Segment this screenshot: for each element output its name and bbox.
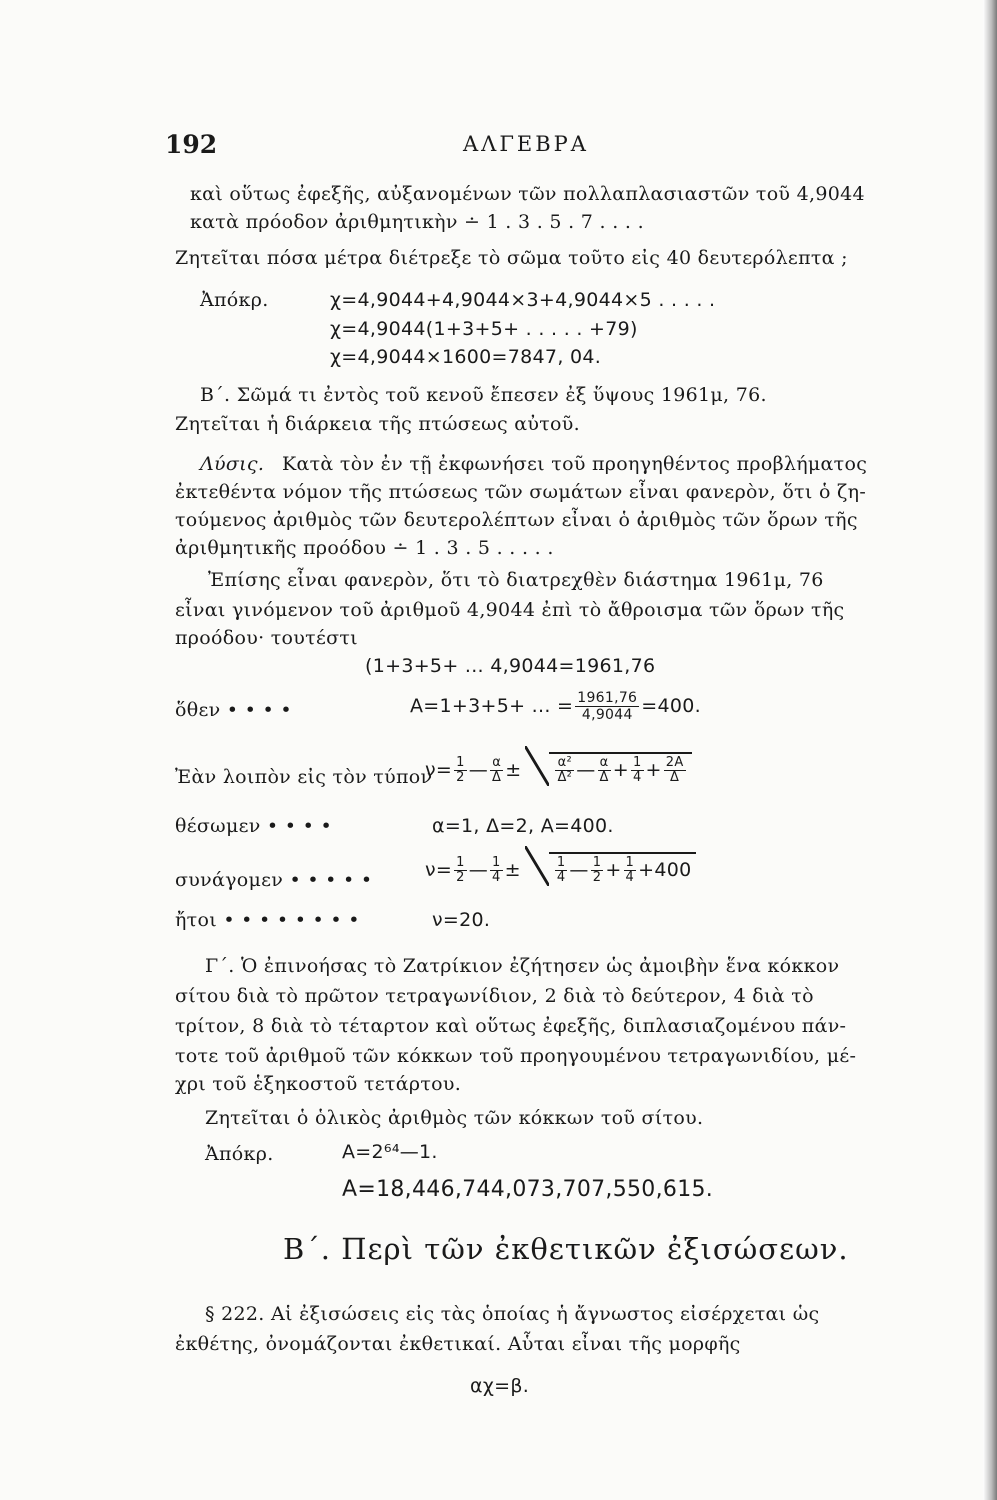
answer-label: Ἀπόκρ.: [200, 289, 269, 311]
fraction: [555, 856, 568, 885]
section-title: Β΄. Περὶ τῶν ἐκθετικῶν ἐξισώσεων.: [283, 1232, 849, 1266]
plus-sign: +: [612, 759, 629, 781]
fraction-numerator: α: [598, 756, 611, 771]
equation-A: [410, 690, 860, 723]
fraction-numerator: α²: [555, 756, 574, 771]
text-line: τούμενος ἀριθμὸς τῶν δευτερολέπτων εἶναι ὁ ἀριθμὸς τῶν ὅρων τῆς: [175, 509, 858, 531]
page-number: 192: [165, 130, 218, 159]
running-title: ΑΛΓΕΒΡΑ: [463, 132, 589, 156]
text-line: Ζητεῖται πόσα μέτρα διέτρεξε τὸ σῶμα τοῦτο εἰς 40 δευτερόλεπτα ;: [175, 247, 848, 269]
equation: α=1, Δ=2, Α=400.: [432, 815, 614, 837]
fraction-denominator: 2: [456, 770, 465, 785]
fraction: [490, 756, 503, 785]
text-line: ἐκτεθέντα νόμον τῆς πτώσεως τῶν σωμάτων εἶναι φανερὸν, ὅτι ὁ ζη-: [175, 481, 867, 503]
minus-sign: —: [576, 759, 596, 781]
plus-minus-sign: ±: [505, 759, 522, 781]
text-line: εἶναι γινόμενον τοῦ ἀριθμοῦ 4,9044 ἐπὶ τὸ ἄθροισμα τῶν ὅρων τῆς: [175, 599, 845, 621]
equation: χ=4,9044(1+3+5+ . . . . . +79): [330, 318, 638, 340]
fraction-denominator: 4: [632, 770, 642, 785]
equation: χ=4,9044×1600=7847, 04.: [330, 346, 602, 368]
paragraph-line: ἐκθέτης, ὀνομάζονται ἐκθετικαί. Αὗται εἶναι τῆς μορφῆς: [175, 1333, 741, 1355]
fraction-numerator: 1: [632, 755, 642, 770]
fraction-numerator: 1: [456, 855, 465, 870]
fraction-denominator: 4: [556, 870, 566, 885]
fraction: [454, 856, 467, 885]
equation: ν=20.: [432, 909, 491, 931]
fraction-numerator: 1: [592, 855, 602, 870]
fraction-denominator: 4: [625, 870, 635, 885]
text-line: σίτου διὰ τὸ πρῶτον τετραγωνίδιον, 2 διὰ τὸ δεύτερον, 4 διὰ τὸ: [175, 985, 814, 1007]
set-label: θέσωμεν • • • •: [175, 815, 332, 837]
fraction: [490, 856, 503, 885]
fraction: [575, 690, 639, 723]
thence-label: ὅθεν • • • •: [175, 699, 292, 721]
problem-heading: Β΄. Σῶμά τι ἐντὸς τοῦ κενοῦ ἔπεσεν ἐξ ὕψους 1961μ, 76.: [200, 384, 767, 406]
fraction-denominator: Δ: [599, 770, 609, 785]
deduce-label: συνάγομεν • • • • •: [175, 869, 373, 891]
fraction-denominator: 4: [492, 870, 501, 885]
text-line: καὶ οὕτως ἐφεξῆς, αὐξανομένων τῶν πολλαπλασιαστῶν τοῦ 4,9044: [190, 183, 865, 205]
formula-v: ν=: [425, 859, 453, 881]
fraction-numerator: 1: [492, 855, 501, 870]
fraction: [631, 756, 644, 785]
minus-sign: —: [468, 859, 489, 881]
hence-label: ἤτοι • • • • • • • •: [175, 909, 360, 931]
minus-sign: —: [468, 759, 489, 781]
formula: [425, 752, 865, 802]
plus-sign: +: [605, 859, 622, 881]
fraction-denominator: 2: [456, 870, 465, 885]
text-line: κατὰ πρόοδον ἀριθμητικὴν ∸ 1 . 3 . 5 . 7 . . . .: [190, 211, 644, 233]
text-line: Ἐπίσης εἶναι φανερὸν, ὅτι τὸ διατρεχθὲν διάστημα 1961μ, 76: [208, 569, 824, 591]
fraction: [598, 756, 611, 785]
answer-label: Ἀπόκρ.: [205, 1143, 274, 1165]
fraction-denominator: 2: [592, 870, 602, 885]
fraction: [591, 856, 604, 885]
text-line: τοτε τοῦ ἀριθμοῦ τῶν κόκκων τοῦ προηγουμένου τετραγωνιδίου, μέ-: [175, 1045, 857, 1067]
fraction-denominator: Δ: [492, 770, 502, 785]
fraction-numerator: 1: [625, 855, 635, 870]
equation-part: Α=1+3+5+ ... =: [410, 695, 574, 717]
fraction: [664, 756, 686, 785]
formula: [425, 852, 865, 904]
equation-part: =400.: [641, 695, 701, 717]
radicand: [549, 752, 691, 785]
text-line: προόδου· τουτέστι: [175, 627, 358, 649]
square-root: [525, 752, 691, 785]
fraction-numerator: 1: [556, 855, 566, 870]
equation-part: +400: [638, 859, 692, 881]
fraction: [454, 756, 467, 785]
text-line: Ζητεῖται ὁ ὁλικὸς ἀριθμὸς τῶν κόκκων τοῦ σίτου.: [205, 1107, 704, 1129]
text-line: ἀριθμητικῆς προόδου ∸ 1 . 3 . 5 . . . . .: [175, 537, 554, 559]
page-header: [165, 130, 865, 162]
fraction-numerator: 2Α: [665, 755, 684, 770]
fraction-denominator: Δ: [670, 770, 680, 785]
paragraph-line: § 222. Αἱ ἐξισώσεις εἰς τὰς ὁποίας ἡ ἄγνωστος εἰσέρχεται ὡς: [205, 1303, 820, 1325]
plus-sign: +: [645, 759, 662, 781]
text-line: Κατὰ τὸν ἐν τῇ ἐκφωνήσει τοῦ προηγηθέντος προβλήματος: [282, 453, 868, 475]
minus-sign: —: [569, 859, 589, 881]
solution-label: Λύσις.: [200, 453, 265, 475]
text-line: χρι τοῦ ἑξηκοστοῦ τετάρτου.: [175, 1073, 462, 1095]
fraction-numerator: α: [490, 756, 503, 771]
page-edge-shadow: [983, 0, 997, 1500]
plus-minus-sign: ±: [504, 859, 521, 881]
equation: (1+3+5+ ... 4,9044=1961,76: [365, 655, 656, 677]
formula-v: ν=: [425, 759, 453, 781]
text-line: Ζητεῖται ἡ διάρκεια τῆς πτώσεως αὐτοῦ.: [175, 413, 580, 435]
fraction-denominator: Δ²: [557, 770, 573, 785]
square-root: [525, 852, 696, 885]
radicand: [549, 852, 696, 885]
fraction-numerator: 1961,76: [577, 690, 638, 706]
equation: χ=4,9044+4,9044×3+4,9044×5 . . . . .: [330, 289, 716, 311]
equation: Α=2⁶⁴—1.: [342, 1141, 438, 1163]
fraction-denominator: 4,9044: [581, 707, 633, 723]
equation: Α=18,446,744,073,707,550,615.: [342, 1177, 714, 1202]
equation: αχ=β.: [470, 1375, 530, 1397]
formula-label: Ἐὰν λοιπὸν εἰς τὸν τύπον: [175, 766, 433, 788]
fraction: [624, 856, 637, 885]
fraction: [555, 756, 574, 785]
text-line: τρίτον, 8 διὰ τὸ τέταρτον καὶ οὕτως ἐφεξῆς, διπλασιαζομένου πάν-: [175, 1015, 847, 1037]
problem-heading: Γ΄. Ὁ ἐπινοήσας τὸ Ζατρίκιον ἐζήτησεν ὡς ἀμοιβὴν ἕνα κόκκον: [205, 955, 840, 977]
fraction-numerator: 1: [456, 755, 465, 770]
